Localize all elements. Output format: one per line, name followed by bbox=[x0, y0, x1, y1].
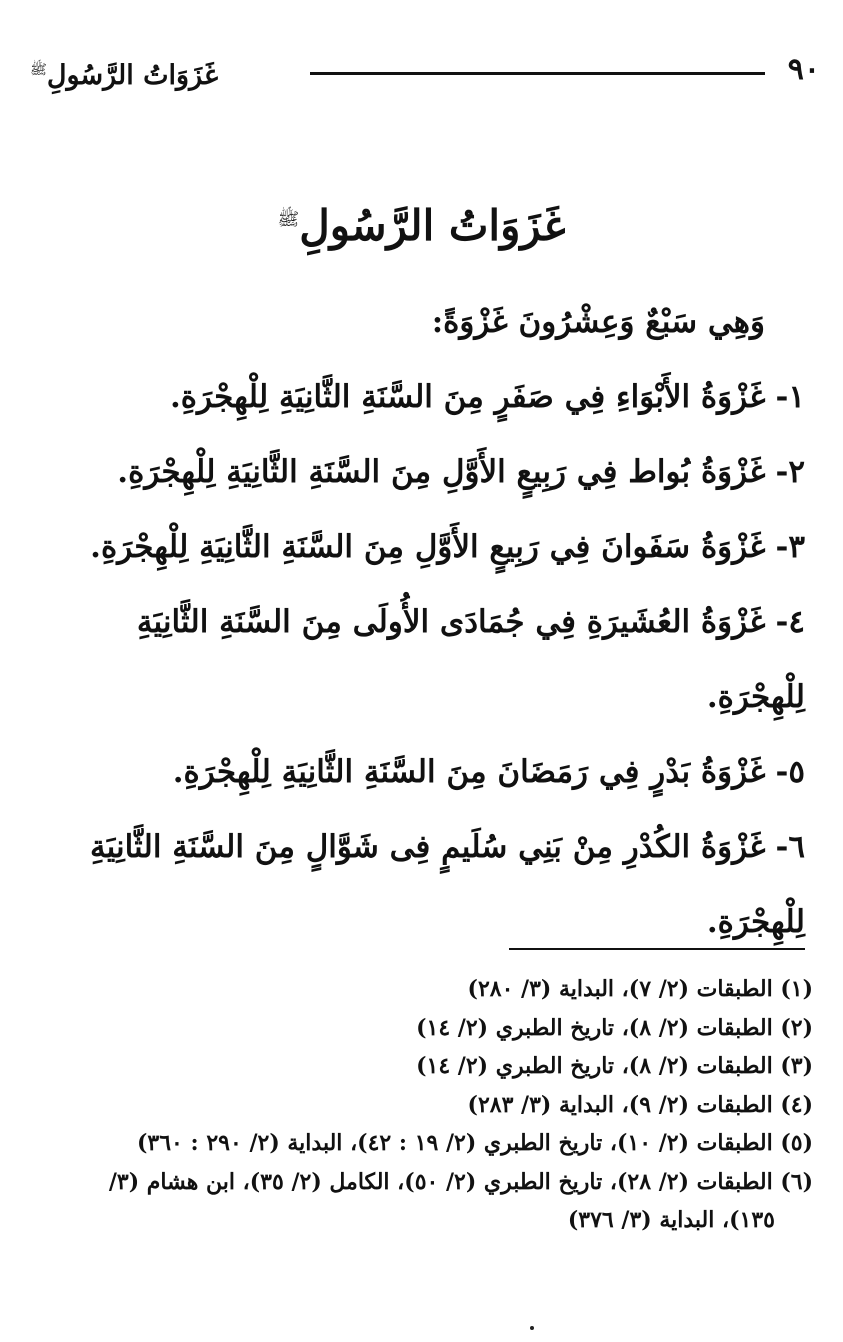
footnote: (٥) الطبقات (٢/ ١٠)، تاريخ الطبري (٢/ ١٩ : ٤٢)، البداية (٢/ ٢٩٠ : ٣٦٠) bbox=[137, 1130, 813, 1156]
print-speck bbox=[530, 1326, 534, 1330]
footnote-separator bbox=[509, 948, 805, 950]
raid-text: غَزْوَةُ بَدْرٍ فِي رَمَضَانَ مِنَ السَّنَةِ الثَّانِيَةِ لِلْهِجْرَةِ. bbox=[172, 754, 766, 790]
raid-number: ٥- bbox=[775, 754, 805, 790]
raid-text: غَزْوَةُ الأَبْوَاءِ فِي صَفَرٍ مِنَ السَّنَةِ الثَّانِيَةِ لِلْهِجْرَةِ. bbox=[170, 379, 766, 415]
footnote: (٢) الطبقات (٢/ ٨)، تاريخ الطبري (٢/ ١٤) bbox=[416, 1014, 813, 1041]
raid-number: ٣- bbox=[775, 529, 805, 565]
list-item bbox=[30, 585, 805, 735]
intro-line: وَهِي سَبْعٌ وَعِشْرُونَ غَزْوَةً: bbox=[431, 304, 765, 340]
raid-text: غَزْوَةُ العُشَيرَةِ فِي جُمَادَى الأُولَى مِنَ السَّنَةِ الثَّانِيَةِ لِلْهِجْرَةِ. bbox=[136, 604, 805, 715]
running-title-honorific: ﷺ bbox=[30, 62, 47, 78]
footnote bbox=[23, 1163, 813, 1240]
raid-list bbox=[30, 360, 805, 960]
page-title-honorific: ﷺ bbox=[277, 209, 300, 231]
list-item bbox=[30, 735, 805, 810]
raid-number: ٢- bbox=[775, 454, 805, 490]
running-header bbox=[30, 50, 820, 100]
list-item bbox=[30, 435, 805, 510]
footnote: (٣) الطبقات (٢/ ٨)، تاريخ الطبري (٢/ ١٤) bbox=[416, 1053, 813, 1079]
page-number: ٩٠ bbox=[787, 52, 820, 87]
raid-text: غَزْوَةُ بُواط فِي رَبِيعٍ الأَوَّلِ مِنَ السَّنَةِ الثَّانِيَةِ لِلْهِجْرَةِ. bbox=[117, 454, 766, 490]
list-item bbox=[30, 810, 805, 960]
running-title bbox=[30, 50, 218, 96]
footnote-text: (٦) الطبقات (٢/ ٢٨)، تاريخ الطبري (٢/ ٥٠)، الكامل (٢/ ٣٥)، ابن هشام (٣/ bbox=[108, 1168, 813, 1195]
raid-text: غَزْوَةُ الكُدْرِ مِنْ بَنِي سُلَيمٍ فِى شَوَّالٍ مِنَ السَّنَةِ الثَّانِيَةِ لِلْهِجْرَةِ. bbox=[90, 829, 805, 940]
page-title bbox=[0, 188, 843, 258]
list-item bbox=[30, 510, 805, 585]
footnote-continuation: ١٣٥)، البداية (٣/ ٣٧٦) bbox=[567, 1207, 775, 1233]
raid-text: غَزْوَةُ سَفَوانَ فِي رَبِيعٍ الأَوَّلِ مِنَ السَّنَةِ الثَّانِيَةِ لِلْهِجْرَةِ. bbox=[90, 529, 766, 565]
footnote: (٤) الطبقات (٢/ ٩)، البداية (٣/ ٢٨٣) bbox=[467, 1091, 813, 1118]
raid-number: ٦- bbox=[775, 829, 805, 865]
body-text bbox=[30, 285, 805, 960]
list-item bbox=[30, 360, 805, 435]
footnotes bbox=[23, 970, 813, 1240]
raid-number: ٤- bbox=[775, 604, 805, 640]
running-title-text: غَزَوَاتُ الرَّسُولِ bbox=[46, 60, 219, 91]
raid-number: ١- bbox=[775, 379, 805, 415]
footnote: (١) الطبقات (٢/ ٧)، البداية (٣/ ٢٨٠) bbox=[467, 976, 813, 1002]
header-rule bbox=[310, 72, 765, 75]
page-title-text: غَزَوَاتُ الرَّسُولِ bbox=[299, 201, 566, 251]
